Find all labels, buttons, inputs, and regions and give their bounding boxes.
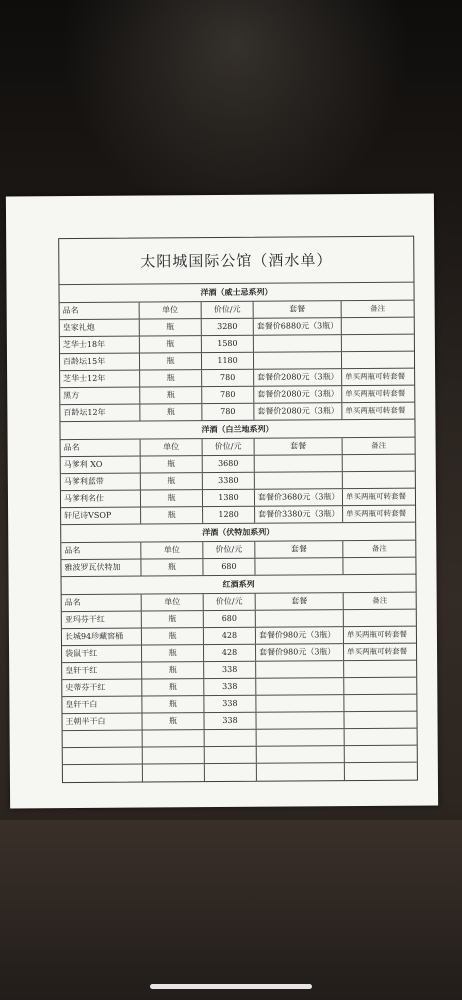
cell-package: 套餐价6880元（3瓶） [254,318,342,335]
cell-note [344,661,416,678]
cell-package: 套餐价2080元（3瓶） [254,386,342,403]
cell-unit: 瓶 [140,370,202,386]
home-indicator[interactable] [150,984,312,989]
cell-unit: 瓶 [142,696,204,712]
cell-note [343,472,415,489]
cell-price: 428 [204,645,256,661]
cell-unit: 瓶 [142,679,204,695]
cell-name: 亚玛芬干红 [62,612,142,629]
cell-note: 单买两瓶可转套餐 [345,388,406,399]
cell-unit: 瓶 [140,353,202,369]
cell-price: 780 [202,370,254,386]
header-price: 价位/元 [203,439,255,455]
cell-unit [143,747,205,763]
cell-price [205,764,257,781]
cell-note [343,455,415,472]
cell-note [344,678,416,695]
cell-note [342,352,414,369]
cell-note [343,558,415,575]
cell-package [255,558,343,575]
cell-name: 马爹利 XO [61,457,141,474]
cell-package [257,729,345,746]
cell-package [254,352,342,369]
cell-package [256,695,344,712]
page-title: 太阳城国际公馆（酒水单） [140,251,333,271]
cell-note [345,763,417,781]
cell-price: 3680 [203,456,255,472]
cell-name [63,765,143,783]
cell-name: 百龄坛15年 [60,354,140,371]
cell-unit: 瓶 [141,473,203,489]
cell-note: 单买两瓶可转套餐 [346,508,407,519]
cell-note: 单买两瓶可转套餐 [345,371,406,382]
cell-name: 史蒂芬干红 [62,680,142,697]
cell-price: 780 [202,387,254,403]
header-unit: 单位 [140,302,202,318]
cell-note [342,318,414,335]
header-note: 备注 [371,440,387,450]
header-package: 套餐 [255,438,343,455]
header-package: 套餐 [254,301,342,318]
cell-package [256,661,344,678]
cell-price [205,730,257,746]
cell-unit: 瓶 [142,611,204,627]
cell-name: 皇家礼炮 [60,320,140,337]
cell-price: 3380 [203,473,255,489]
menu-paper [6,194,438,809]
cell-name: 雅波罗瓦伏特加 [61,560,141,577]
cell-name: 袋鼠干红 [62,646,142,663]
cell-package: 套餐价2080元（3瓶） [254,369,342,386]
cell-package [255,455,343,472]
cell-price: 680 [204,611,256,627]
cell-package: 套餐价3380元（3瓶） [255,506,343,523]
header-unit: 单位 [142,594,204,610]
section-title: 洋酒（威士忌系列） [200,286,273,298]
cell-unit [143,730,205,746]
cell-price [205,747,257,763]
cell-unit [143,764,205,781]
header-unit: 单位 [141,439,203,455]
cell-name: 黑方 [60,388,140,405]
cell-unit: 瓶 [140,404,202,420]
cell-unit: 瓶 [142,645,204,661]
header-package: 套餐 [256,593,344,610]
cell-package [254,335,342,352]
cell-unit: 瓶 [141,507,203,523]
header-price: 价位/元 [202,302,254,318]
header-name: 品名 [61,440,141,457]
cell-name: 芝华士18年 [60,337,140,354]
drinks-table [58,236,418,783]
cell-package: 套餐价3680元（3瓶） [255,489,343,506]
cell-note: 单买两瓶可转套餐 [345,405,406,416]
header-name: 品名 [62,595,142,612]
cell-note: 单买两瓶可转套餐 [346,629,407,640]
cell-note [342,335,414,352]
section-title: 红酒系列 [222,578,255,589]
cell-package [256,712,344,729]
light-glow [60,0,410,220]
header-price: 价位/元 [204,594,256,610]
header-note: 备注 [372,595,388,605]
cell-package [257,746,345,763]
section-title: 洋酒（伏特加系列） [202,526,275,538]
cell-price: 338 [204,662,256,678]
cell-unit: 瓶 [140,336,202,352]
title-row [59,237,413,285]
cell-name: 马爹利名仕 [61,491,141,508]
cell-name: 百龄坛12年 [60,405,140,422]
cell-note [344,712,416,729]
cell-price: 1380 [203,490,255,506]
cell-price: 680 [203,559,255,575]
cell-unit: 瓶 [142,628,204,644]
header-price: 价位/元 [203,542,255,558]
section-title: 洋酒（白兰地系列） [201,423,274,435]
cell-package [256,678,344,695]
cell-package: 套餐价980元（3瓶） [256,627,344,644]
cell-price: 3280 [202,319,254,335]
table-surface [0,820,462,1000]
cell-unit: 瓶 [140,387,202,403]
cell-name: 王朝半干白 [62,714,142,731]
cell-name: 皇轩干红 [62,663,142,680]
cell-note [345,729,417,746]
cell-unit: 瓶 [142,713,204,729]
header-name: 品名 [60,303,140,320]
cell-price: 338 [204,713,256,729]
cell-note [345,746,417,763]
cell-unit: 瓶 [140,319,202,335]
cell-price: 338 [204,679,256,695]
cell-name: 长城94珍藏窖桶 [62,629,142,646]
cell-price: 428 [204,628,256,644]
cell-note [344,610,416,627]
cell-package: 套餐价980元（3瓶） [256,644,344,661]
cell-package [256,610,344,627]
header-note: 备注 [371,543,387,553]
cell-unit: 瓶 [142,662,204,678]
empty-row [63,763,417,782]
cell-price: 338 [204,696,256,712]
cell-note [344,695,416,712]
cell-package: 套餐价2080元（3瓶） [254,403,342,420]
cell-name [63,748,143,765]
cell-note: 单买两瓶可转套餐 [347,646,408,657]
cell-price: 1180 [202,353,254,369]
header-note: 备注 [370,303,386,313]
cell-name: 芝华士12年 [60,371,140,388]
cell-note: 单买两瓶可转套餐 [345,491,407,502]
cell-name: 马爹利蓝带 [61,474,141,491]
cell-package [257,763,345,781]
cell-unit: 瓶 [141,490,203,506]
header-unit: 单位 [141,542,203,558]
cell-price: 1280 [203,507,255,523]
cell-price: 1580 [202,336,254,352]
cell-name: 皇轩干白 [62,697,142,714]
cell-unit: 瓶 [141,559,203,575]
cell-name [63,731,143,748]
cell-name: 轩尼诗VSOP [61,508,141,525]
header-name: 品名 [61,543,141,560]
cell-package [255,472,343,489]
header-package: 套餐 [255,541,343,558]
cell-price: 780 [202,404,254,420]
cell-unit: 瓶 [141,456,203,472]
